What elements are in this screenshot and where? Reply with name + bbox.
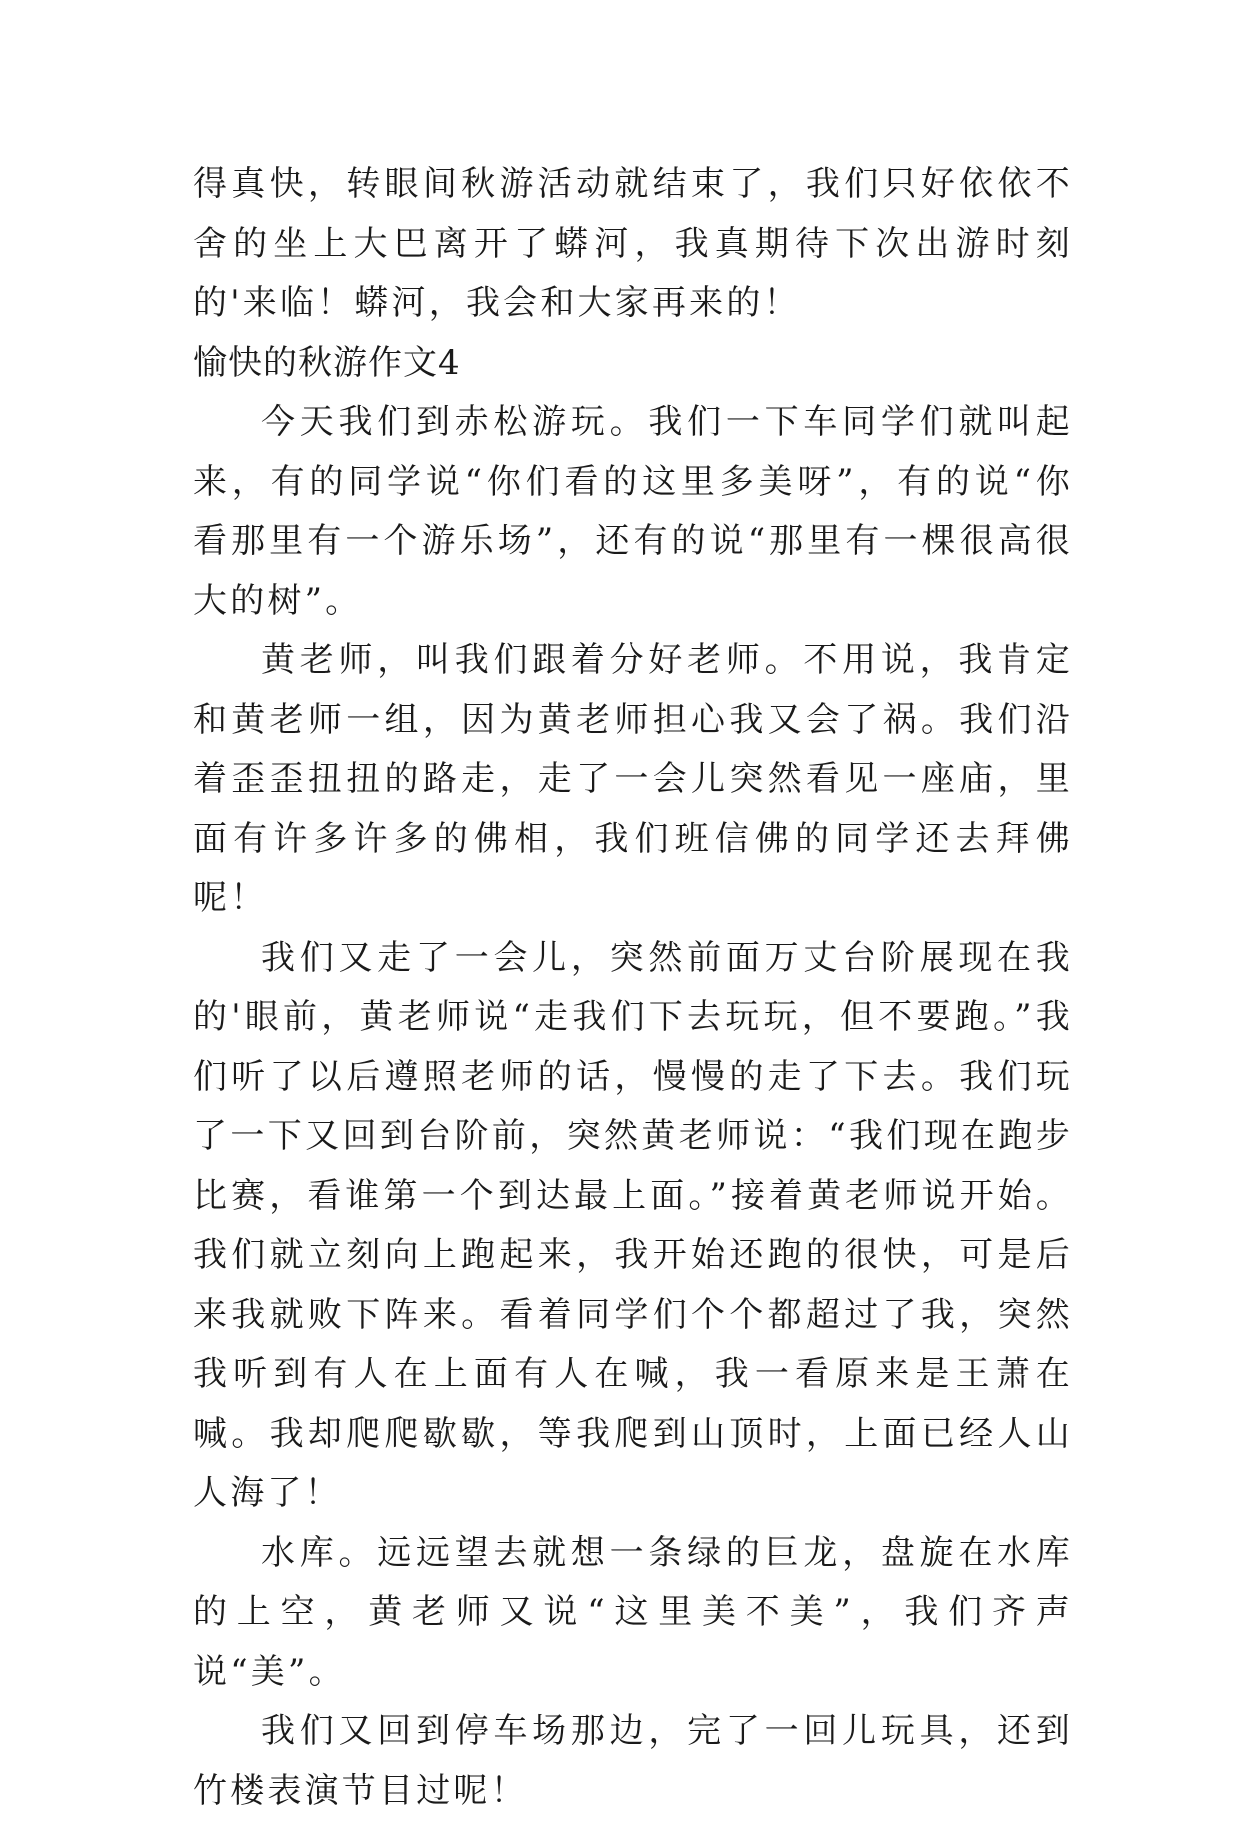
paragraph-4: 水库。远远望去就想一条绿的巨龙，盘旋在水库的上空，黄老师又说“这里美不美”，我们齐声说“美”。 xyxy=(193,1532,1073,1692)
paragraph-1: 今天我们到赤松游玩。我们一下车同学们就叫起来，有的同学说“你们看的这里多美呀”，有的说“你看那里有一个游乐场”，还有的说“那里有一棵很高很大的树”。 xyxy=(193,402,1073,621)
paragraph-3: 我们又走了一会儿，突然前面万丈台阶展现在我的'眼前，黄老师说“走我们下去玩玩，但不要跑。”我们听了以后遵照老师的话，慢慢的走了下去。我们玩了一下又回到台阶前，突然黄老师说：“我们现在跑步比赛，看谁第一个到达最上面。”接着黄老师说开始。我们就立刻向上跑起来，我开始还跑的很快，可是后来我就败下阵来。看着同学们个个都超过了我，突然我听到有人在上面有人在喊，我一看原来是王萧在喊。我却爬爬歇歇，等我爬到山顶时，上面已经人山人海了！ xyxy=(193,937,1073,1513)
paragraph-5: 我们又回到停车场那边，完了一回儿玩具，还到竹楼表演节目过呢！ xyxy=(193,1711,1073,1811)
paragraph-2: 黄老师，叫我们跟着分好老师。不用说，我肯定和黄老师一组，因为黄老师担心我又会了祸。我们沿着歪歪扭扭的路走，走了一会儿突然看见一座庙，里面有许多许多的佛相，我们班信佛的同学还去拜佛呢！ xyxy=(193,640,1073,918)
document-body xyxy=(193,155,1073,1821)
section-title: 愉快的秋游作文4 xyxy=(193,342,461,383)
continuation-paragraph: 得真快，转眼间秋游活动就结束了，我们只好依依不舍的坐上大巴离开了蟒河，我真期待下次出游时刻的'来临！蟒河，我会和大家再来的！ xyxy=(193,164,1073,323)
